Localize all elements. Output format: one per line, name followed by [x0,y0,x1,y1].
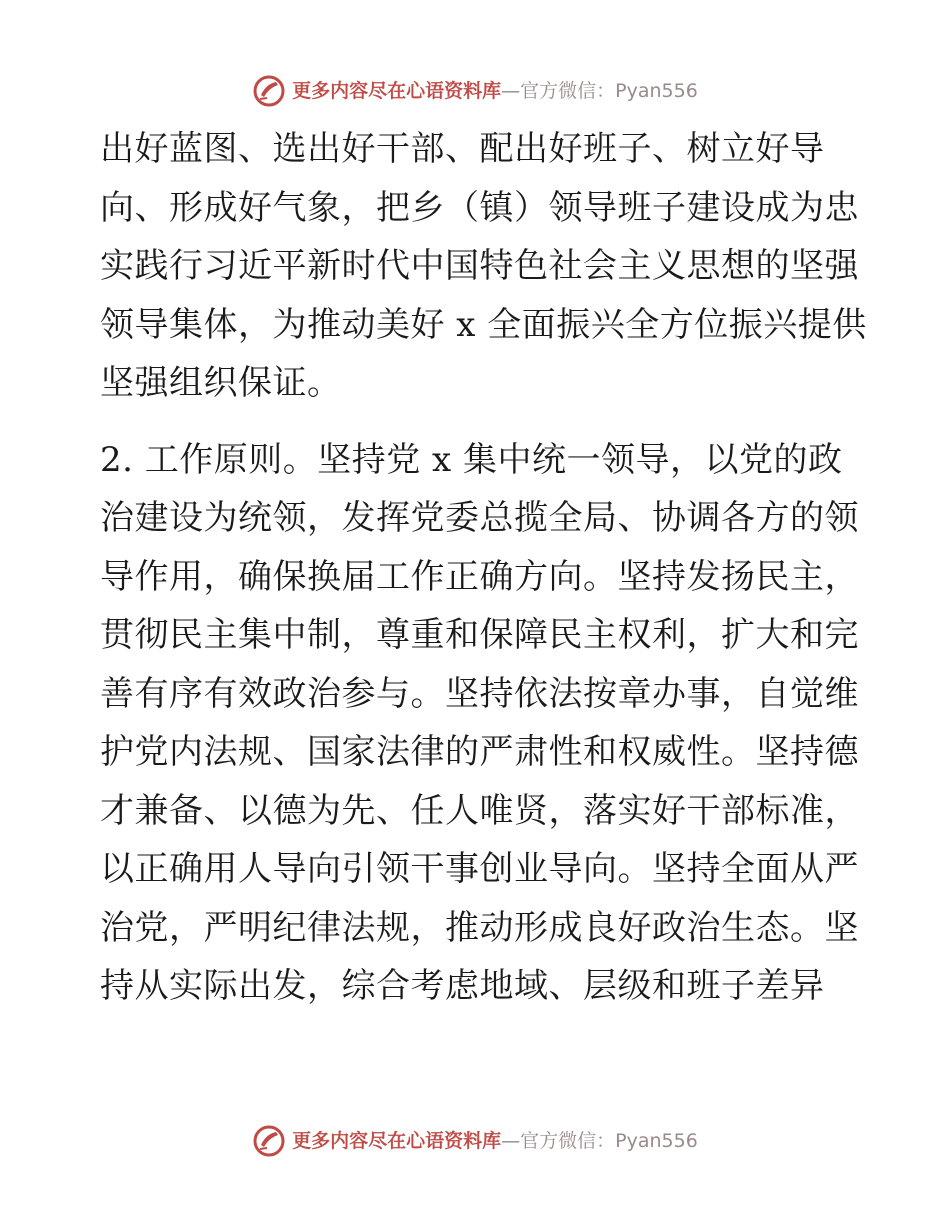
paragraph-principles [100,431,860,1016]
text-line: 实践行习近平新时代中国特色社会主义思想的坚强 [100,246,859,286]
brand-logo-icon [252,74,286,108]
text-line: 善有序有效政治参与。坚持依法按章办事，自觉维 [100,673,859,714]
text-line: 以正确用人导向引领干事创业导向。坚持全面从严 [100,849,859,889]
watermark-main-text: 更多内容尽在心语资料库 [292,80,502,102]
watermark-contact-text: 官方微信：Pyan556 [520,1130,698,1152]
text-line: 贯彻民主集中制，尊重和保障民主权利，扩大和完 [100,615,859,655]
text-line: 才兼备、以德为先、任人唯贤，落实好干部标准， [100,790,859,831]
watermark-separator: — [501,80,521,102]
text-line: 向、形成好气象，把乡（镇）领导班子建设成为忠 [100,187,859,228]
watermark-text [292,76,698,106]
watermark-text [292,1126,698,1156]
text-line: 坚强组织保证。 [100,363,342,403]
footer-watermark [0,1124,950,1158]
brand-logo-icon [252,1124,286,1158]
paragraph-goals [100,120,867,413]
text-line: 持从实际出发，综合考虑地域、层级和班子差异 [100,966,825,1006]
text-line: 治建设为统领，发挥党委总揽全局、协调各方的领 [100,498,859,538]
text-line: 出好蓝图、选出好干部、配出好班子、树立好导 [100,129,825,169]
watermark-contact-text: 官方微信：Pyan556 [520,80,698,102]
text-line: 领导集体，为推动美好 x 全面振兴全方位振兴提供 [100,304,867,345]
paragraph-spacer [100,413,860,431]
text-line: 导作用，确保换届工作正确方向。坚持发扬民主， [100,556,859,597]
watermark-separator: — [501,1130,521,1152]
text-line: 治党，严明纪律法规，推动形成良好政治生态。坚 [100,907,859,948]
header-watermark [0,74,950,108]
text-line: 2. 工作原则。坚持党 x 集中统一领导，以党的政 [100,439,843,480]
watermark-main-text: 更多内容尽在心语资料库 [292,1130,502,1152]
document-body [100,120,867,1016]
text-line: 护党内法规、国家法律的严肃性和权威性。坚持德 [100,732,859,772]
